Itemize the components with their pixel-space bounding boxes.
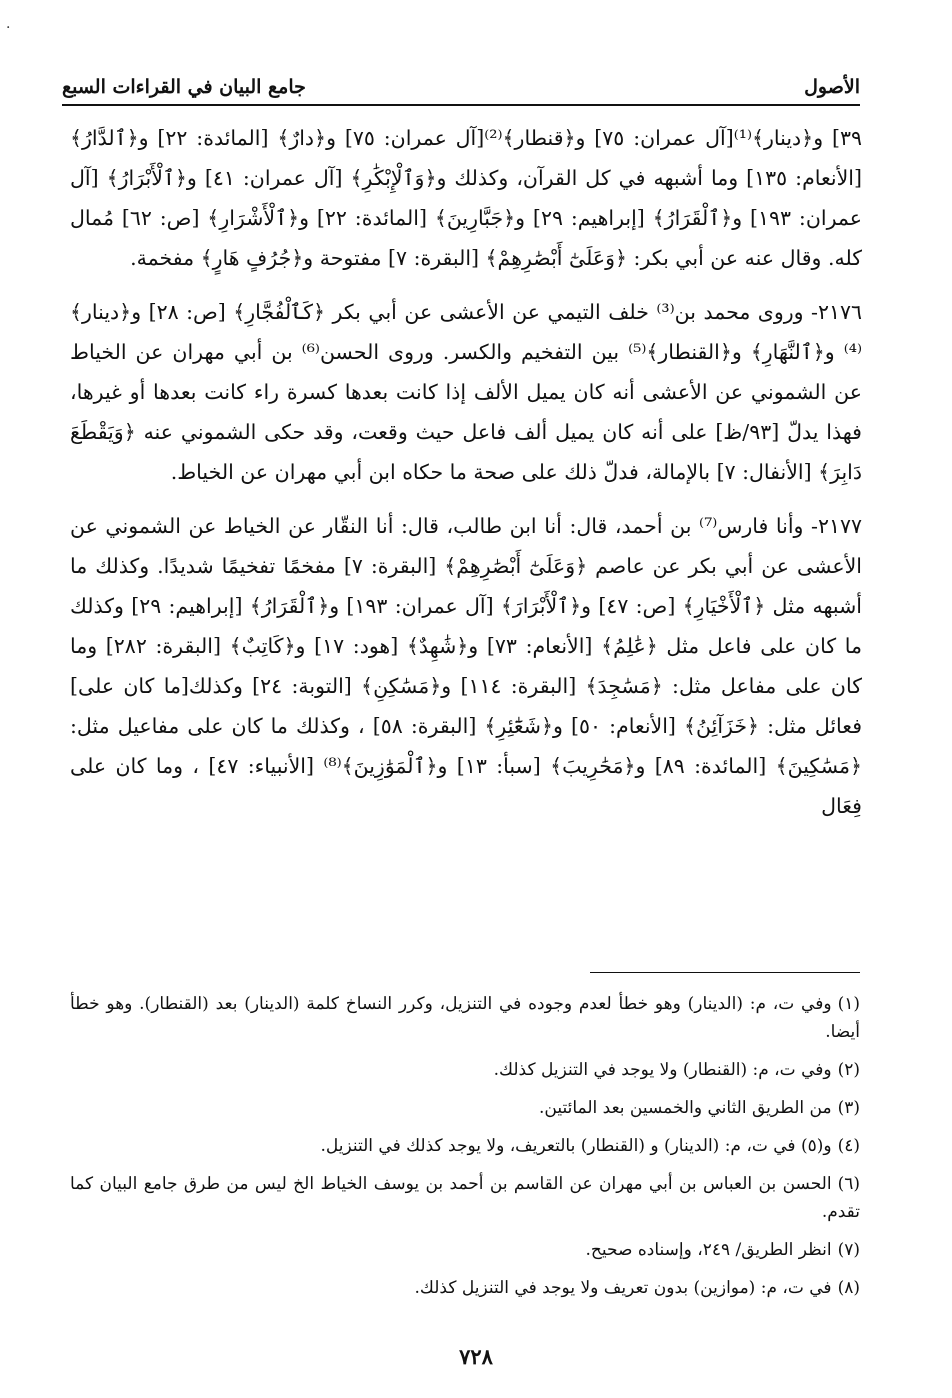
footnote-number: (٧): [837, 1240, 860, 1260]
footnote-item: [70, 1170, 860, 1226]
footnote-text: و(٥) في ت، م: (الدينار) و (القنطار) بالتعريف، ولا يوجد كذلك في التنزيل.: [320, 1136, 832, 1156]
footnote-number: (٢): [837, 1060, 860, 1080]
paragraph-2177: ٢١٧٧- وأنا فارس⁽⁷⁾ بن أحمد، قال: أنا ابن طالب، قال: أنا النقّار عن الخياط عن الشموني عن الأعشى عن أبي بكر عن عاصم ﴿وَعَلَىٰٓ أَبْصَٰرِهِمْ﴾ [البقرة: ٧] مفخمًا تفخيمًا شديدًا. وكذلك ما أشبهه مثل ﴿ٱلْأَخْيَارِ﴾ [ص: ٤٧] و﴿ٱلْأَبْرَارَ﴾ [آل عمران: ١٩٣] و﴿ٱلْقَرَارُ﴾ [إبراهيم: ٢٩] وكذلك ما كان على فاعل مثل ﴿عَٰلِمُ﴾ [الأنعام: ٧٣] و﴿شَٰهِدٌ﴾ [هود: ١٧] و﴿كَاتِبٌ﴾ [البقرة: ٢٨٢] وما كان على مفاعل مثل: ﴿مَسَٰجِدَ﴾ [البقرة: ١١٤] و﴿مَسَٰكِنِ﴾ [التوبة: ٢٤] وكذلك[ما كان على] فعائل مثل: ﴿خَزَآئِنُ﴾ [الأنعام: ٥٠] و﴿شَعَٰٓئِرِ﴾ [البقرة: ٥٨] ، وكذلك ما كان على مفاعيل مثل: ﴿مَسَٰكِينَ﴾ [المائدة: ٨٩] و﴿مَحَٰرِيبَ﴾ [سبأ: ١٣] و﴿ٱلْمَوَٰزِينَ﴾⁽⁸⁾ [الأنبياء: ٤٧] ، وما كان على فِعَال: [70, 514, 863, 818]
footnote-item: [70, 1236, 860, 1264]
footnote-number: (١): [837, 994, 860, 1014]
header-section-title: الأصول: [804, 76, 860, 98]
footnote-number: (٨): [837, 1278, 860, 1298]
footnote-number: (٣): [837, 1098, 860, 1118]
corner-mark: ·: [6, 20, 11, 36]
footnote-text: وفي ت، م: (الدينار) وهو خطأ لعدم وجوده في التنزيل، وكرر النساخ كلمة (الدينار) بعد (القنطار). وهو خطأ أيضا.: [70, 994, 860, 1042]
footnote-separator: [590, 972, 860, 973]
main-text: [70, 118, 862, 826]
footnote-item: [70, 990, 860, 1046]
paragraph-2176: ٢١٧٦- وروى محمد بن⁽³⁾ خلف التيمي عن الأعشى عن أبي بكر ﴿كَٱلْفُجَّارِ﴾ [ص: ٢٨] و﴿دينار﴾⁽⁴⁾ و﴿ٱلنَّهَارِ﴾ و﴿القنطار﴾⁽⁵⁾ بين التفخيم والكسر. وروى الحسن⁽⁶⁾ بن أبي مهران عن الخياط عن الشموني عن الأعشى أنه كان يميل الألف إذا كانت بعدها كسرة راء كانت بعدها أو غيرها، فهذا يدلّ [٩٣/ظ] على أنه كان يميل ألف فاعل حيث وقعت، وقد حكى الشموني عنه ﴿وَيَقْطَعَ دَابِرَ﴾ [الأنفال: ٧] بالإمالة، فدلّ ذلك على صحة ما حكاه ابن أبي مهران عن الخياط.: [70, 300, 862, 484]
paragraph-continuation: ٣٩] و﴿دينار﴾⁽¹⁾[آل عمران: ٧٥] و﴿قنطار﴾⁽²⁾[آل عمران: ٧٥] و﴿دارٌ﴾ [المائدة: ٢٢] و﴿ٱلدَّارُ﴾ [الأنعام: ١٣٥] وما أشبهه في كل القرآن، وكذلك و﴿وَٱلْإِبْكَٰرِ﴾ [آل عمران: ٤١] و﴿ٱلْأَبْرَارُ﴾ [آل عمران: ١٩٣] و﴿ٱلْقَرَارُ﴾ [إبراهيم: ٢٩] و﴿جَبَّارِينَ﴾ [المائدة: ٢٢] و﴿ٱلْأَشْرَارِ﴾ [ص: ٦٢] مُمال كله. وقال عنه عن أبي بكر: ﴿وَعَلَىٰٓ أَبْصَٰرِهِمْ﴾ [البقرة: ٧] مفتوحة و﴿جُرُفٍ هَارٍ﴾ مفخمة.: [70, 126, 862, 270]
header-book-title: جامع البيان في القراءات السبع: [62, 76, 306, 98]
footnote-text: في ت، م: (موازين) بدون تعريف ولا يوجد في التنزيل كذلك.: [414, 1278, 832, 1298]
footnote-text: الحسن بن العباس بن أبي مهران عن القاسم بن أحمد بن يوسف الخياط الخ ليس من طرق جامع البيان كما تقدم.: [70, 1174, 860, 1222]
footnote-item: [70, 1132, 860, 1160]
page-number: ٧٢٨: [459, 1344, 493, 1369]
footnote-item: [70, 1056, 860, 1084]
footnote-number: (٤): [837, 1136, 860, 1156]
footnote-text: انظر الطريق/ ٢٤٩، وإسناده صحيح.: [585, 1240, 832, 1260]
footnote-item: [70, 1274, 860, 1302]
footnote-text: من الطريق الثاني والخمسين بعد المائتين.: [539, 1098, 832, 1118]
running-header: [62, 66, 860, 106]
footnote-item: [70, 1094, 860, 1122]
footnote-text: وفي ت، م: (القنطار) ولا يوجد في التنزيل كذلك.: [493, 1060, 832, 1080]
footnotes: [70, 990, 860, 1312]
footnote-number: (٦): [837, 1174, 860, 1194]
